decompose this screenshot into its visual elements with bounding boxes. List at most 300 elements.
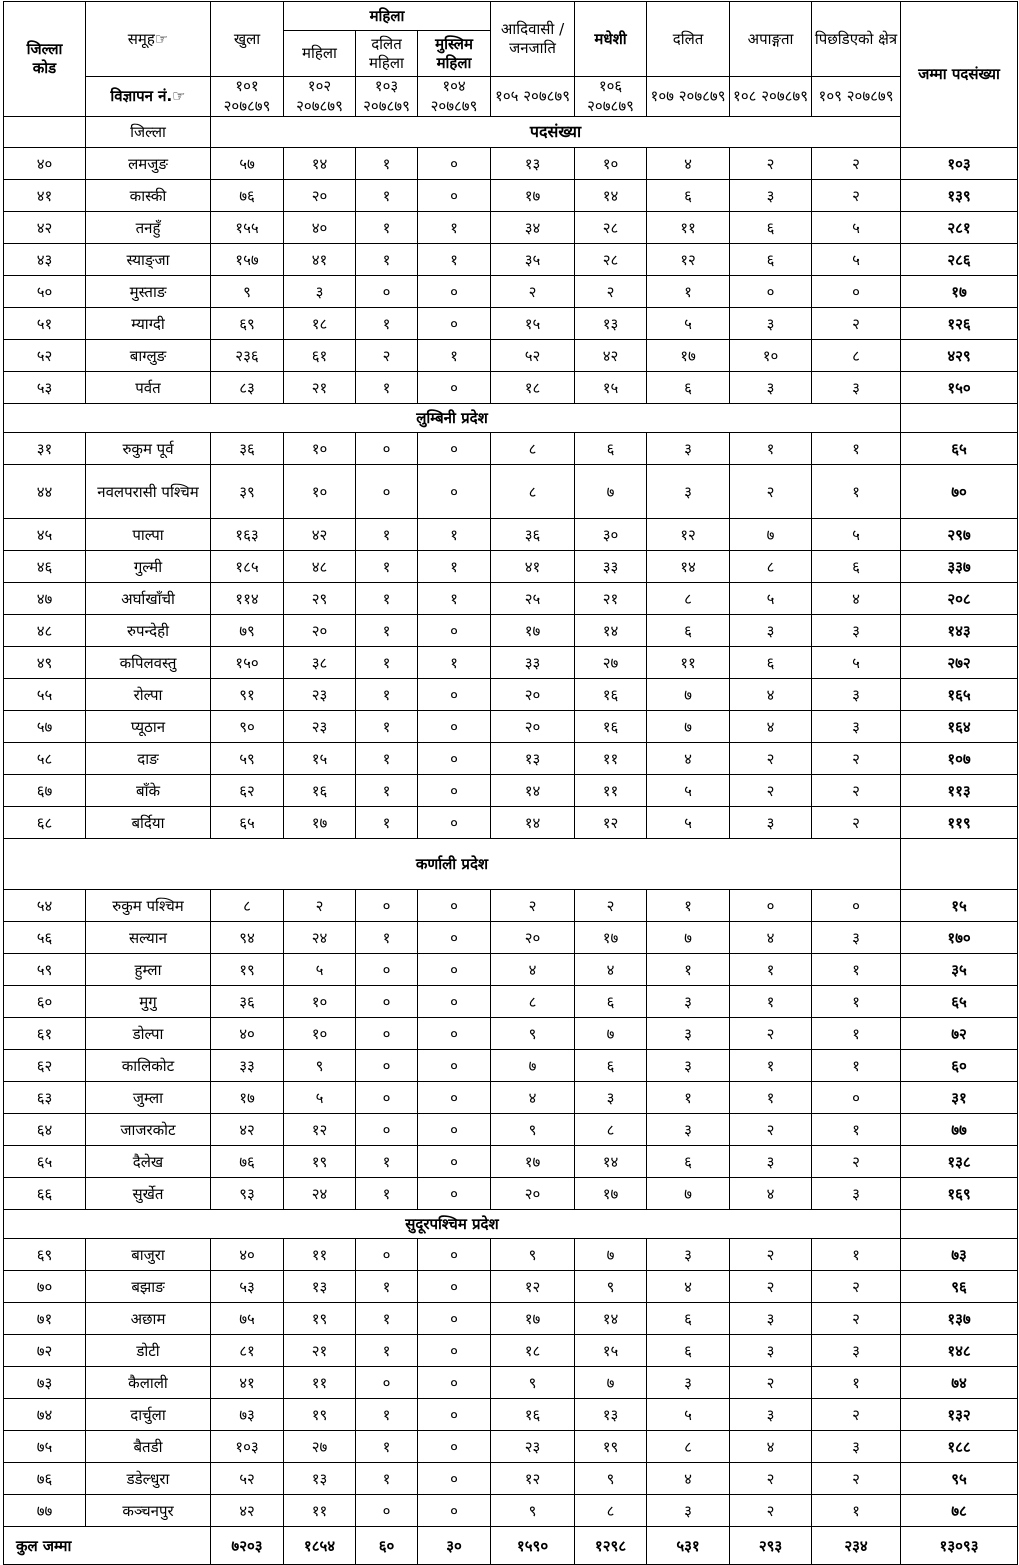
post-count: ० xyxy=(418,807,491,839)
vacancy-table xyxy=(3,1,1018,1565)
post-count: २ xyxy=(730,1018,812,1050)
post-count: १ xyxy=(356,1271,418,1303)
post-count: २० xyxy=(491,922,575,954)
post-count: ० xyxy=(356,1082,418,1114)
post-count: १०३ xyxy=(211,1431,284,1463)
backward-header: पिछडिएको क्षेत्र xyxy=(812,2,901,77)
grand-total-value: ३० xyxy=(418,1527,491,1565)
district-code: ७४ xyxy=(4,1399,86,1431)
district-code: ७६ xyxy=(4,1463,86,1495)
post-count: १ xyxy=(647,890,730,922)
district-name: कञ्चनपुर xyxy=(86,1495,211,1527)
post-count: १० xyxy=(730,340,812,372)
post-count: २ xyxy=(812,180,901,212)
post-count: १ xyxy=(812,1050,901,1082)
post-count: ३ xyxy=(647,1050,730,1082)
post-count: ६ xyxy=(647,615,730,647)
post-count: २० xyxy=(284,180,356,212)
district-name: रोल्पा xyxy=(86,679,211,711)
row-total: १३८ xyxy=(901,1146,1018,1178)
post-count: २ xyxy=(730,1367,812,1399)
post-count: ७ xyxy=(575,1367,647,1399)
table-row xyxy=(4,551,1018,583)
district-code: ४३ xyxy=(4,244,86,276)
district-name: अर्घाखाँची xyxy=(86,583,211,615)
row-total: २९७ xyxy=(901,519,1018,551)
post-count: १ xyxy=(356,1399,418,1431)
post-count: ० xyxy=(812,276,901,308)
district-code: ५३ xyxy=(4,372,86,404)
post-count: १८ xyxy=(491,372,575,404)
post-count: ३३ xyxy=(491,647,575,679)
row-total: १३९ xyxy=(901,180,1018,212)
post-count: १७ xyxy=(575,922,647,954)
table-row xyxy=(4,1114,1018,1146)
post-count: १ xyxy=(812,954,901,986)
post-count: २ xyxy=(812,775,901,807)
post-count: ३ xyxy=(647,1018,730,1050)
post-count: १ xyxy=(356,148,418,180)
post-count: १९ xyxy=(284,1399,356,1431)
district-name: सल्यान xyxy=(86,922,211,954)
muslim-women-header: मुस्लिम महिला xyxy=(418,31,491,77)
post-count: १५ xyxy=(575,1335,647,1367)
post-count: ११ xyxy=(647,212,730,244)
post-count: ० xyxy=(418,1146,491,1178)
post-count: ० xyxy=(418,922,491,954)
row-total: ७० xyxy=(901,465,1018,519)
post-count: ५३ xyxy=(211,1271,284,1303)
post-count: ४ xyxy=(730,1178,812,1210)
post-count: १२ xyxy=(491,1463,575,1495)
post-count: ११ xyxy=(647,647,730,679)
post-count: १२ xyxy=(284,1114,356,1146)
post-count: ० xyxy=(356,986,418,1018)
post-count: २ xyxy=(730,1239,812,1271)
post-count: ३ xyxy=(647,1114,730,1146)
district-name: पाल्पा xyxy=(86,519,211,551)
post-count: १ xyxy=(812,433,901,465)
post-count: ३ xyxy=(730,1303,812,1335)
post-count: ० xyxy=(812,1082,901,1114)
post-count: ५२ xyxy=(491,340,575,372)
post-count: ० xyxy=(418,1303,491,1335)
district-code: ४० xyxy=(4,148,86,180)
row-total: २८१ xyxy=(901,212,1018,244)
post-count: ० xyxy=(418,276,491,308)
post-count: २ xyxy=(812,1303,901,1335)
post-count: १२ xyxy=(491,1271,575,1303)
row-total: ४२९ xyxy=(901,340,1018,372)
row-total: १६९ xyxy=(901,1178,1018,1210)
district-code: ४६ xyxy=(4,551,86,583)
post-count: २ xyxy=(575,276,647,308)
post-count: २१ xyxy=(575,583,647,615)
post-count: ० xyxy=(356,1239,418,1271)
post-count: २ xyxy=(575,890,647,922)
adv-number: १०९ २०७८७९ xyxy=(812,77,901,117)
post-count: १७ xyxy=(575,1178,647,1210)
blank-cell xyxy=(4,117,86,148)
post-count: ० xyxy=(418,890,491,922)
post-count: २३६ xyxy=(211,340,284,372)
row-total: १५० xyxy=(901,372,1018,404)
post-count: १ xyxy=(812,1114,901,1146)
district-name: डोल्पा xyxy=(86,1018,211,1050)
table-row xyxy=(4,583,1018,615)
post-count: १६ xyxy=(575,711,647,743)
post-count: ६ xyxy=(730,212,812,244)
post-count: ८ xyxy=(491,433,575,465)
district-name: बझाङ xyxy=(86,1271,211,1303)
post-count: २ xyxy=(812,807,901,839)
province-row xyxy=(4,1210,1018,1239)
post-count: १ xyxy=(356,1303,418,1335)
district-name: अछाम xyxy=(86,1303,211,1335)
post-count: १९ xyxy=(575,1431,647,1463)
post-count: ३ xyxy=(730,180,812,212)
post-count: २० xyxy=(491,711,575,743)
district-name: रुपन्देही xyxy=(86,615,211,647)
post-count: १ xyxy=(356,308,418,340)
disabled-header: अपाङ्गता xyxy=(730,2,812,77)
post-count: १८ xyxy=(284,308,356,340)
table-row xyxy=(4,148,1018,180)
post-count: २ xyxy=(812,1399,901,1431)
grand-total-row xyxy=(4,1527,1018,1565)
district-name: म्याग्दी xyxy=(86,308,211,340)
district-name: डोटी xyxy=(86,1335,211,1367)
post-count: ० xyxy=(418,372,491,404)
post-count: ० xyxy=(418,615,491,647)
table-row xyxy=(4,340,1018,372)
post-count: ० xyxy=(418,1239,491,1271)
post-count: २ xyxy=(730,775,812,807)
adv-number: १०१ २०७८७९ xyxy=(211,77,284,117)
post-count: ४ xyxy=(647,743,730,775)
table-row xyxy=(4,1239,1018,1271)
post-count: ८ xyxy=(575,1495,647,1527)
table-row xyxy=(4,308,1018,340)
district-name: जाजरकोट xyxy=(86,1114,211,1146)
post-count: ० xyxy=(418,1271,491,1303)
district-code: ६९ xyxy=(4,1239,86,1271)
post-count: ० xyxy=(418,180,491,212)
post-count: २ xyxy=(730,1463,812,1495)
post-count: १ xyxy=(356,1178,418,1210)
post-count: ४ xyxy=(491,1082,575,1114)
district-code: ७२ xyxy=(4,1335,86,1367)
district-name: सुर्खेत xyxy=(86,1178,211,1210)
post-count: १२ xyxy=(647,519,730,551)
district-code-header: जिल्ला कोड xyxy=(4,2,86,117)
post-count: १९ xyxy=(211,954,284,986)
post-count: २३ xyxy=(284,679,356,711)
post-count: १७ xyxy=(491,1303,575,1335)
post-count: ९३ xyxy=(211,1178,284,1210)
table-row xyxy=(4,1050,1018,1082)
post-count: ४ xyxy=(730,1431,812,1463)
row-total: ७४ xyxy=(901,1367,1018,1399)
table-row xyxy=(4,1271,1018,1303)
row-total: १५ xyxy=(901,890,1018,922)
post-count: ० xyxy=(418,1399,491,1431)
post-count: १८५ xyxy=(211,551,284,583)
post-count: ० xyxy=(356,1367,418,1399)
row-total: १४८ xyxy=(901,1335,1018,1367)
row-total: ३५ xyxy=(901,954,1018,986)
post-count: ५ xyxy=(812,244,901,276)
province-title: लुम्बिनी प्रदेश xyxy=(4,404,901,433)
district-code: ६० xyxy=(4,986,86,1018)
post-count: ७ xyxy=(575,1239,647,1271)
post-count: १ xyxy=(356,551,418,583)
post-count: १७ xyxy=(647,340,730,372)
post-count: २ xyxy=(730,743,812,775)
post-count: १ xyxy=(356,1463,418,1495)
post-count: १ xyxy=(356,244,418,276)
row-total: ७८ xyxy=(901,1495,1018,1527)
post-count: ० xyxy=(418,308,491,340)
row-total: १७ xyxy=(901,276,1018,308)
table-row xyxy=(4,1335,1018,1367)
post-count: १४ xyxy=(575,1303,647,1335)
district-code: ५९ xyxy=(4,954,86,986)
grand-total-value: ५३१ xyxy=(647,1527,730,1565)
post-count: ९ xyxy=(491,1239,575,1271)
post-count: ५ xyxy=(284,954,356,986)
post-count: २ xyxy=(730,1495,812,1527)
post-count: २ xyxy=(812,1146,901,1178)
post-count: २९ xyxy=(284,583,356,615)
post-count: १५ xyxy=(284,743,356,775)
post-count: ११ xyxy=(284,1367,356,1399)
post-count: ७ xyxy=(491,1050,575,1082)
post-count: ० xyxy=(418,1463,491,1495)
row-total: ९६ xyxy=(901,1271,1018,1303)
post-count: ० xyxy=(356,433,418,465)
post-count: ० xyxy=(356,1114,418,1146)
madhesi-header: मधेशी xyxy=(575,2,647,77)
post-count: १ xyxy=(812,465,901,519)
post-count: १४ xyxy=(575,1146,647,1178)
district-code: ७७ xyxy=(4,1495,86,1527)
post-count: १४ xyxy=(491,775,575,807)
district-name: प्यूठान xyxy=(86,711,211,743)
grand-total-value: २९३ xyxy=(730,1527,812,1565)
post-count: ७ xyxy=(647,711,730,743)
post-count: १ xyxy=(356,180,418,212)
district-code: ७१ xyxy=(4,1303,86,1335)
post-count: १७ xyxy=(211,1082,284,1114)
district-name: रुकुम पूर्व xyxy=(86,433,211,465)
district-code: ५० xyxy=(4,276,86,308)
post-count: १ xyxy=(647,276,730,308)
post-count: ८ xyxy=(647,583,730,615)
district-code: ६६ xyxy=(4,1178,86,1210)
post-count: ० xyxy=(418,1082,491,1114)
post-count: ४ xyxy=(647,1463,730,1495)
table-row xyxy=(4,647,1018,679)
post-count: १ xyxy=(356,212,418,244)
post-count: २८ xyxy=(575,212,647,244)
district-name: दाङ xyxy=(86,743,211,775)
post-count: ० xyxy=(418,148,491,180)
row-total: ७७ xyxy=(901,1114,1018,1146)
post-count: २ xyxy=(730,148,812,180)
district-code: ४८ xyxy=(4,615,86,647)
post-count: ७६ xyxy=(211,180,284,212)
post-count: ९ xyxy=(575,1271,647,1303)
row-total: ६५ xyxy=(901,433,1018,465)
post-count: ९ xyxy=(491,1495,575,1527)
post-count: ५७ xyxy=(211,148,284,180)
post-count: ० xyxy=(418,1367,491,1399)
post-count: १ xyxy=(812,986,901,1018)
post-count: १ xyxy=(730,1082,812,1114)
post-count: २७ xyxy=(284,1431,356,1463)
post-count: ० xyxy=(812,890,901,922)
district-code: ५८ xyxy=(4,743,86,775)
post-count: ३ xyxy=(647,1367,730,1399)
post-count: ० xyxy=(418,465,491,519)
post-count: ४१ xyxy=(491,551,575,583)
post-count: ६ xyxy=(575,986,647,1018)
post-count: ६१ xyxy=(284,340,356,372)
post-count: १ xyxy=(418,340,491,372)
post-count: ७ xyxy=(647,1178,730,1210)
district-code: ७५ xyxy=(4,1431,86,1463)
total-posts-header: जम्मा पदसंख्या xyxy=(901,2,1018,148)
post-count: ० xyxy=(730,890,812,922)
post-count: ३८ xyxy=(284,647,356,679)
post-count: १ xyxy=(356,1335,418,1367)
post-count: १७ xyxy=(491,180,575,212)
post-count: १४ xyxy=(575,180,647,212)
table-row xyxy=(4,212,1018,244)
post-count: ० xyxy=(356,1018,418,1050)
district-code: ४१ xyxy=(4,180,86,212)
post-count: १३ xyxy=(491,743,575,775)
post-count: १३ xyxy=(284,1271,356,1303)
post-count: ९ xyxy=(491,1367,575,1399)
post-count: ३६ xyxy=(211,433,284,465)
post-count: २ xyxy=(730,465,812,519)
post-count: ८ xyxy=(211,890,284,922)
post-count: ३५ xyxy=(491,244,575,276)
district-name: डडेल्धुरा xyxy=(86,1463,211,1495)
district-name: बैतडी xyxy=(86,1431,211,1463)
row-total: ६० xyxy=(901,1050,1018,1082)
post-count: ० xyxy=(418,679,491,711)
row-total: १७० xyxy=(901,922,1018,954)
post-count: १२ xyxy=(575,807,647,839)
post-count: ६ xyxy=(647,180,730,212)
post-count: १ xyxy=(356,743,418,775)
post-count: ३ xyxy=(730,372,812,404)
table-row xyxy=(4,1178,1018,1210)
post-count: ३ xyxy=(812,922,901,954)
district-name: कैलाली xyxy=(86,1367,211,1399)
post-count: ३ xyxy=(812,1335,901,1367)
post-count: ३ xyxy=(730,1399,812,1431)
post-count: ७ xyxy=(647,679,730,711)
post-count: ९ xyxy=(211,276,284,308)
post-count: ७ xyxy=(647,922,730,954)
post-count: ३ xyxy=(812,1178,901,1210)
table-row xyxy=(4,922,1018,954)
table-row xyxy=(4,890,1018,922)
post-count: २ xyxy=(812,1463,901,1495)
district-name: नवलपरासी पश्चिम xyxy=(86,465,211,519)
table-row xyxy=(4,1463,1018,1495)
post-count: ० xyxy=(418,775,491,807)
post-count: ४२ xyxy=(575,340,647,372)
blank-cell xyxy=(901,839,1018,890)
table-row xyxy=(4,807,1018,839)
district-name: मुस्ताङ xyxy=(86,276,211,308)
post-count: २३ xyxy=(491,1431,575,1463)
post-count: ४१ xyxy=(211,1367,284,1399)
district-name: कालिकोट xyxy=(86,1050,211,1082)
table-row xyxy=(4,1303,1018,1335)
post-count: १ xyxy=(356,1146,418,1178)
post-count: २ xyxy=(356,340,418,372)
post-count: २ xyxy=(491,890,575,922)
post-count: २० xyxy=(491,1178,575,1210)
post-count: ११ xyxy=(575,775,647,807)
post-count: १ xyxy=(418,244,491,276)
table-row xyxy=(4,711,1018,743)
table-row xyxy=(4,465,1018,519)
table-row xyxy=(4,615,1018,647)
women-header: महिला xyxy=(284,31,356,77)
adv-number: १०७ २०७८७९ xyxy=(647,77,730,117)
district-name: दार्चुला xyxy=(86,1399,211,1431)
post-count: ३ xyxy=(647,1239,730,1271)
post-count: ४० xyxy=(211,1239,284,1271)
adv-number: १०२ २०७८७९ xyxy=(284,77,356,117)
post-count: ८ xyxy=(647,1431,730,1463)
dalit-women-header: दलित महिला xyxy=(356,31,418,77)
table-row xyxy=(4,244,1018,276)
post-count: ४ xyxy=(575,954,647,986)
post-count: ६५ xyxy=(211,807,284,839)
post-count: १ xyxy=(730,1050,812,1082)
post-count: ० xyxy=(418,711,491,743)
post-count: ८ xyxy=(812,340,901,372)
row-total: २८६ xyxy=(901,244,1018,276)
post-count: ० xyxy=(418,1178,491,1210)
post-count: ७ xyxy=(575,1018,647,1050)
post-count: ४ xyxy=(730,679,812,711)
post-count: ५ xyxy=(284,1082,356,1114)
post-count: ४० xyxy=(211,1018,284,1050)
post-count: २ xyxy=(812,308,901,340)
district-name: बर्दिया xyxy=(86,807,211,839)
post-count: १५ xyxy=(575,372,647,404)
row-total: १३७ xyxy=(901,1303,1018,1335)
post-count: ४ xyxy=(812,583,901,615)
district-name: बाग्लुङ xyxy=(86,340,211,372)
post-count: १६ xyxy=(491,1399,575,1431)
post-count: ० xyxy=(356,954,418,986)
table-row xyxy=(4,775,1018,807)
post-count: १० xyxy=(284,433,356,465)
post-count: १९ xyxy=(284,1146,356,1178)
row-total: ११३ xyxy=(901,775,1018,807)
post-count: २ xyxy=(730,1114,812,1146)
